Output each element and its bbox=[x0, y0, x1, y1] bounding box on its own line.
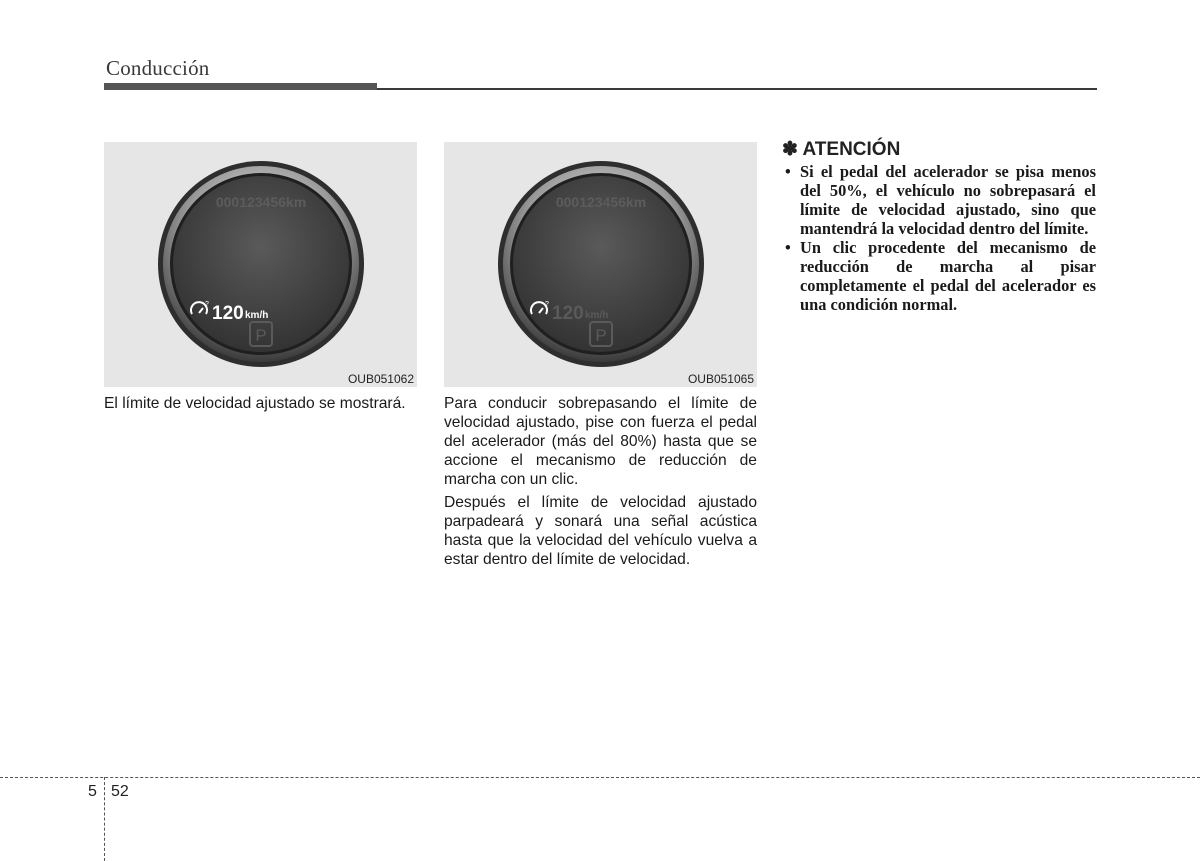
instrument-cluster-illustration bbox=[444, 142, 757, 387]
gear-indicator: P bbox=[255, 326, 267, 345]
header-rule-thick bbox=[104, 83, 377, 90]
attention-item bbox=[782, 162, 1096, 238]
gear-indicator: P bbox=[595, 326, 607, 345]
page-number: 52 bbox=[111, 783, 129, 800]
column-1-paragraph: El límite de velocidad ajustado se mostrará. bbox=[104, 395, 406, 412]
cluster-figure-2 bbox=[444, 142, 757, 387]
odometer-readout: 000123456km bbox=[215, 194, 307, 210]
speed-limit-unit: km/h bbox=[245, 310, 269, 321]
attention-item-text: Un clic procedente del mecanismo de reducción de marcha al pisar completamente el pedal del acelerador es una condición normal. bbox=[800, 238, 1096, 314]
page-header-title: Conducción bbox=[106, 56, 210, 80]
instrument-cluster-illustration bbox=[104, 142, 417, 387]
svg-text:?: ? bbox=[205, 301, 209, 308]
chapter-number: 5 bbox=[88, 783, 97, 800]
speed-limit-value: 120 bbox=[212, 303, 244, 324]
attention-heading-text: ATENCIÓN bbox=[802, 139, 901, 160]
attention-note bbox=[782, 138, 1096, 314]
speed-limit-value-dimmed: 120 bbox=[552, 303, 584, 324]
footer-dashed-rule bbox=[0, 777, 1200, 778]
column-2-text bbox=[444, 394, 757, 573]
column-2-paragraph-2: Después el límite de velocidad ajustado parpadeará y sonará una señal acústica hasta que la velocidad del vehículo vuelva a estar dentro del límite de velocidad. bbox=[444, 494, 757, 568]
cluster-figure-1 bbox=[104, 142, 417, 387]
svg-text:?: ? bbox=[545, 301, 549, 308]
speed-limit-unit-dimmed: km/h bbox=[585, 310, 609, 321]
attention-list bbox=[782, 162, 1096, 314]
footer-dashed-divider bbox=[104, 777, 105, 861]
bullet-icon: • bbox=[785, 238, 791, 257]
column-1-text bbox=[104, 394, 417, 413]
attention-item-text: Si el pedal del acelerador se pisa menos del 50%, el vehículo no sobrepasará el límite de velocidad ajustado, sino que mantendrá la velocidad dentro del límite. bbox=[800, 162, 1096, 238]
figure-code: OUB051065 bbox=[687, 372, 754, 386]
header-rule-thin bbox=[377, 88, 1097, 90]
attention-symbol-icon: ✽ bbox=[782, 139, 798, 160]
bullet-icon: • bbox=[785, 162, 791, 181]
attention-heading bbox=[782, 138, 1096, 161]
attention-item bbox=[782, 238, 1096, 314]
column-2-paragraph-1: Para conducir sobrepasando el límite de velocidad ajustado, pise con fuerza el pedal del acelerador (más del 80%) hasta que se accione el mecanismo de reducción de marcha con un clic. bbox=[444, 395, 757, 488]
figure-code: OUB051062 bbox=[347, 372, 414, 386]
odometer-readout: 000123456km bbox=[555, 194, 647, 210]
